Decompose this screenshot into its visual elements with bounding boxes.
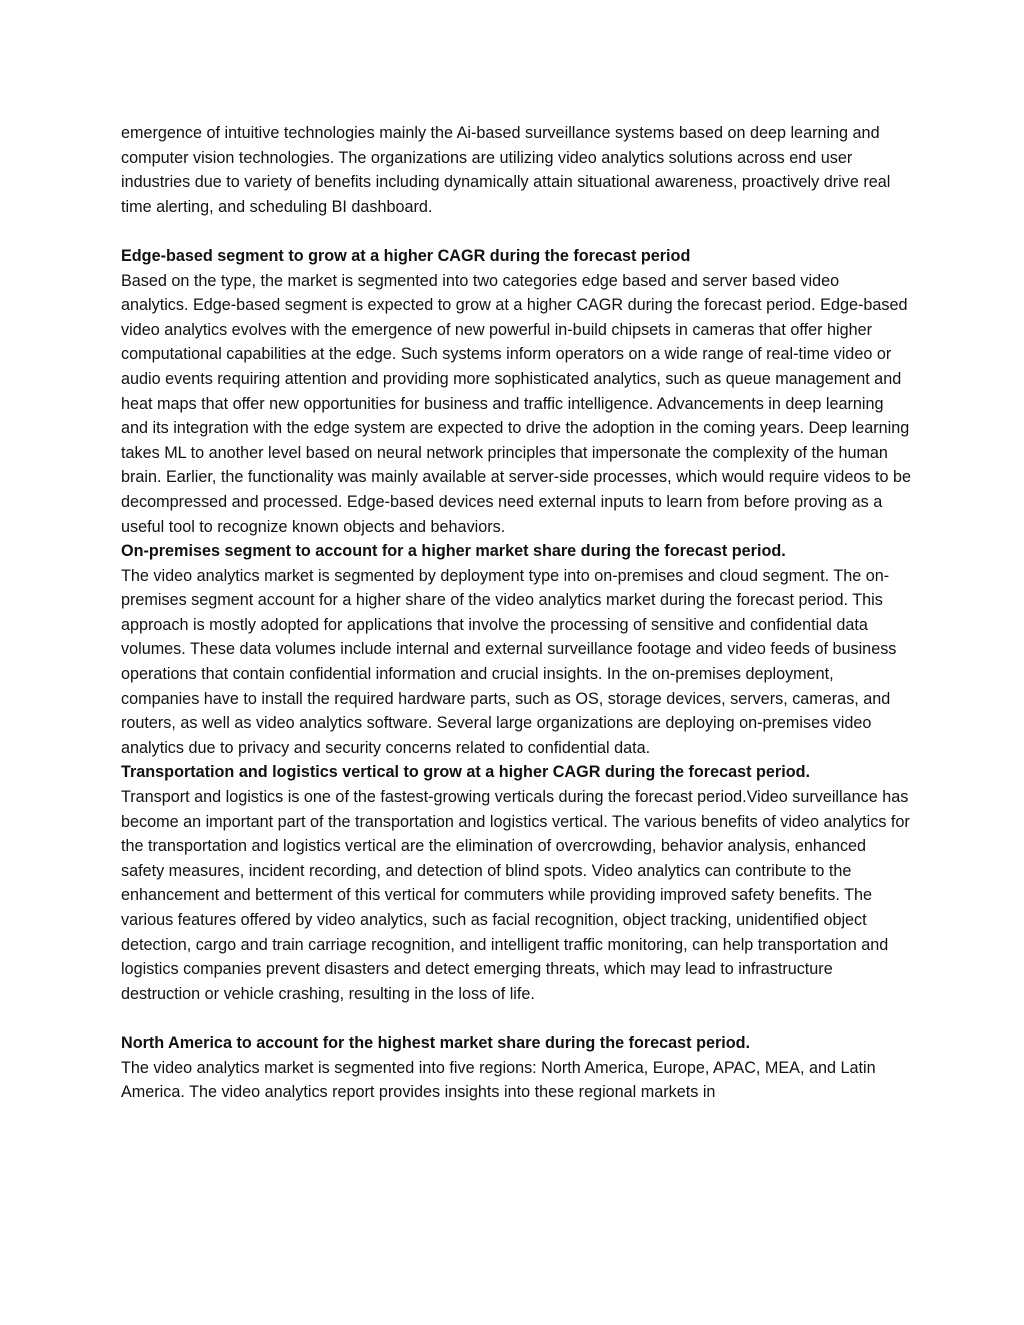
section-heading-on-premises: On-premises segment to account for a higher market share during the forecast period. bbox=[121, 542, 786, 561]
paragraph-gap bbox=[121, 219, 911, 244]
section-body-transportation: Transport and logistics is one of the fastest-growing verticals during the forecast period.Video surveillance has become an important part of the transportation and logistics vertical. The various benefits of video analytics for the transportation and logistics vertical are the elimination of overcrowding, behavior analysis, enhanced safety measures, incident recording, and detection of blind spots. Video analytics can contribute to the enhancement and betterment of this vertical for commuters while providing improved safety benefits. The various features offered by video analytics, such as facial recognition, object tracking, unidentified object detection, cargo and train carriage recognition, and intelligent traffic monitoring, can help transportation and logistics companies prevent disasters and detect emerging threats, which may lead to infrastructure destruction or vehicle crashing, resulting in the loss of life. bbox=[121, 788, 910, 1003]
intro-paragraph: emergence of intuitive technologies mainly the Ai-based surveillance systems based on deep learning and computer vision technologies. The organizations are utilizing video analytics solutions across end user industries due to variety of benefits including dynamically attain situational awareness, proactively drive real time alerting, and scheduling BI dashboard. bbox=[121, 124, 891, 216]
section-body-north-america: The video analytics market is segmented into five regions: North America, Europe, APAC, MEA, and Latin America. The video analytics report provides insights into these regional markets in bbox=[121, 1058, 876, 1102]
section-heading-edge-based: Edge-based segment to grow at a higher CAGR during the forecast period bbox=[121, 246, 691, 265]
section-body-edge-based: Based on the type, the market is segmented into two categories edge based and server based video analytics. Edge-based segment is expected to grow at a higher CAGR during the forecast period. Edge-based video analytics evolves with the emergence of new powerful in-build chipsets in cameras that offer higher computational capabilities at the edge. Such systems inform operators on a wide range of real-time video or audio events requiring attention and providing more sophisticated analytics, such as queue management and heat maps that offer new opportunities for business and traffic intelligence. Advancements in deep learning and its integration with the edge system are expected to drive the adoption in the coming years. Deep learning takes ML to another level based on neural network principles that impersonate the complexity of the human brain. Earlier, the functionality was mainly available at server-side processes, which would require videos to be decompressed and processed. Edge-based devices need external inputs to learn from before proving as a useful tool to recognize known objects and behaviors. bbox=[121, 271, 911, 536]
section-heading-north-america: North America to account for the highest market share during the forecast period. bbox=[121, 1033, 751, 1052]
section-heading-transportation: Transportation and logistics vertical to grow at a higher CAGR during the forecast period. bbox=[121, 763, 810, 782]
document-page bbox=[121, 121, 911, 1105]
section-body-on-premises: The video analytics market is segmented by deployment type into on-premises and cloud segment. The on-premises segment account for a higher share of the video analytics market during the forecast period. This approach is mostly adopted for applications that involve the processing of sensitive and confidential data volumes. These data volumes include internal and external surveillance footage and video feeds of business operations that contain confidential information and crucial insights. In the on-premises deployment, companies have to install the required hardware parts, such as OS, storage devices, servers, cameras, and routers, as well as video analytics software. Several large organizations are deploying on-premises video analytics due to privacy and security concerns related to confidential data. bbox=[121, 566, 897, 757]
paragraph-gap bbox=[121, 1006, 911, 1031]
